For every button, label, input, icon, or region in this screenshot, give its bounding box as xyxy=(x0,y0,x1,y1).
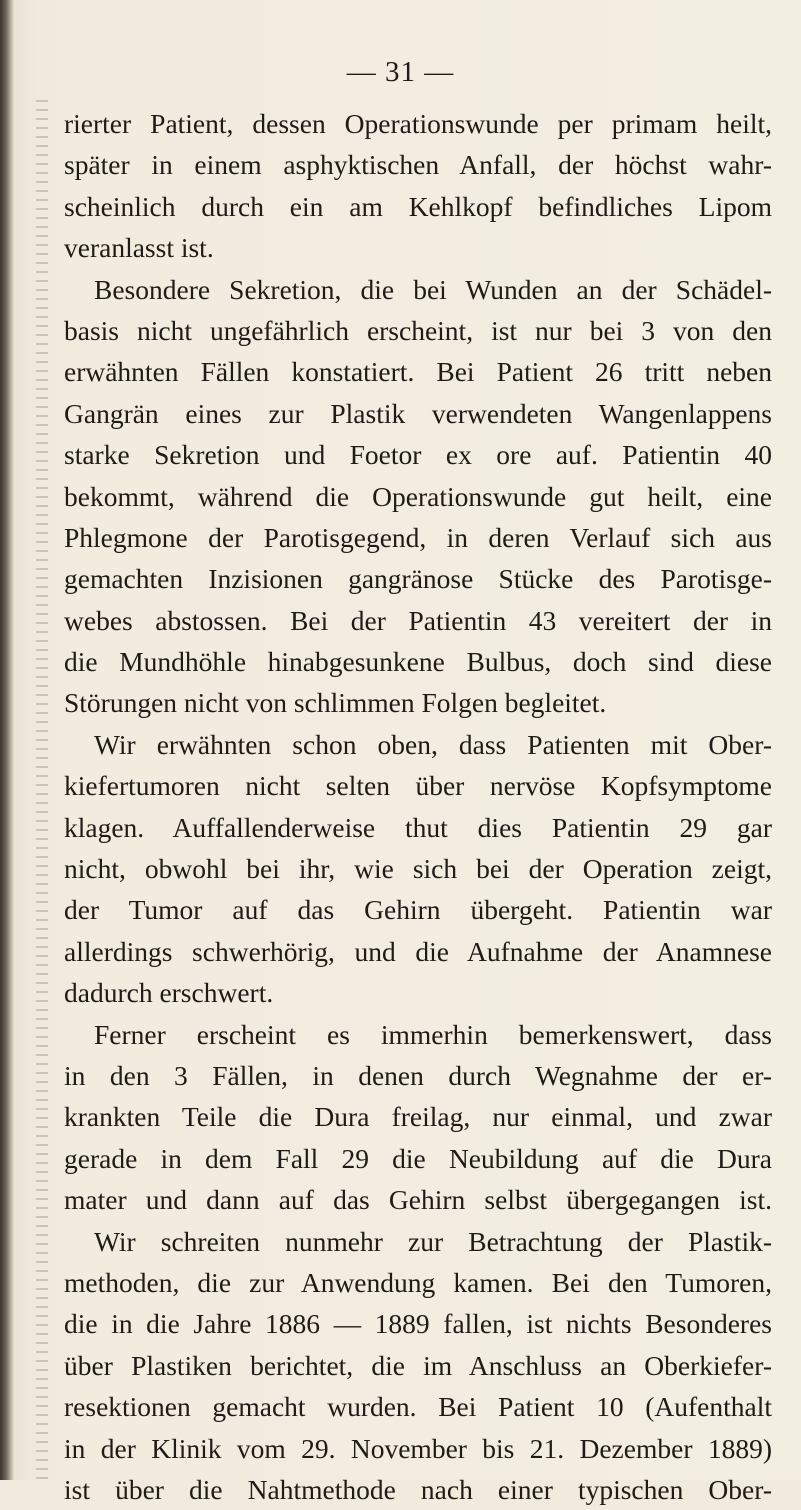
text-line: webes abstossen. Bei der Patientin 43 vereitert der in xyxy=(64,604,772,636)
text-line: in der Klinik vom 29. November bis 21. Dezember 1889) xyxy=(64,1432,772,1464)
text-line: veranlasst ist. xyxy=(64,232,214,264)
text-line: erwähnten Fällen konstatiert. Bei Patient 26 tritt neben xyxy=(64,356,772,388)
text-line: nicht, obwohl bei ihr, wie sich bei der Operation zeigt, xyxy=(64,853,772,885)
page-number-header: — 31 — xyxy=(346,56,455,88)
text-line: methoden, die zur Anwendung kamen. Bei den Tumoren, xyxy=(64,1266,772,1298)
text-line: Störungen nicht von schlimmen Folgen begleitet. xyxy=(64,687,607,719)
text-line: mater und dann auf das Gehirn selbst übergegangen ist. xyxy=(64,1184,772,1216)
text-line: starke Sekretion und Foetor ex ore auf. Patientin 40 xyxy=(64,439,772,471)
text-line: bekommt, während die Operationswunde gut heilt, eine xyxy=(64,480,772,512)
text-line: klagen. Auffallenderweise thut dies Patientin 29 gar xyxy=(64,811,772,843)
text-line: scheinlich durch ein am Kehlkopf befindliches Lipom xyxy=(64,190,772,222)
text-line: Wir schreiten nunmehr zur Betrachtung der Plastik- xyxy=(94,1225,772,1257)
text-line: über Plastiken berichtet, die im Anschluss an Oberkiefer- xyxy=(64,1349,772,1381)
text-line: allerdings schwerhörig, und die Aufnahme der Anamnese xyxy=(64,935,772,967)
text-line: gerade in dem Fall 29 die Neubildung auf die Dura xyxy=(64,1142,772,1174)
text-line: resektionen gemacht wurden. Bei Patient 10 (Aufenthalt xyxy=(64,1391,772,1423)
binding-shadow xyxy=(0,0,14,1480)
text-line: Gangrän eines zur Plastik verwendeten Wangenlappens xyxy=(64,397,772,429)
text-line: Phlegmone der Parotisgegend, in deren Verlauf sich aus xyxy=(64,521,772,553)
body-text xyxy=(64,103,772,1510)
text-line: die in die Jahre 1886 — 1889 fallen, ist nichts Besonderes xyxy=(64,1308,772,1340)
text-line: rierter Patient, dessen Operationswunde per primam heilt, xyxy=(64,108,772,139)
text-line: krankten Teile die Dura freilag, nur einmal, und zwar xyxy=(64,1101,772,1133)
text-line: dadurch erschwert. xyxy=(64,977,274,1009)
text-line: der Tumor auf das Gehirn übergeht. Patientin war xyxy=(64,894,772,926)
gutter-marks xyxy=(36,100,48,1480)
text-line: Ferner erscheint es immerhin bemerkenswert, dass xyxy=(94,1018,772,1050)
text-line: Wir erwähnten schon oben, dass Patienten mit Ober- xyxy=(94,728,772,760)
text-line: Besondere Sekretion, die bei Wunden an der Schädel- xyxy=(94,273,772,305)
text-line: basis nicht ungefährlich erscheint, ist nur bei 3 von den xyxy=(64,314,772,346)
text-line: die Mundhöhle hinabgesunkene Bulbus, doch sind diese xyxy=(64,646,772,678)
text-line: in den 3 Fällen, in denen durch Wegnahme der er- xyxy=(64,1059,772,1091)
text-line: ist über die Nahtmethode nach einer typischen Ober- xyxy=(64,1473,772,1505)
text-line: kiefertumoren nicht selten über nervöse Kopfsymptome xyxy=(64,770,772,802)
text-line: später in einem asphyktischen Anfall, der höchst wahr- xyxy=(64,149,772,181)
text-line: gemachten Inzisionen gangränose Stücke des Parotisge- xyxy=(64,563,772,595)
